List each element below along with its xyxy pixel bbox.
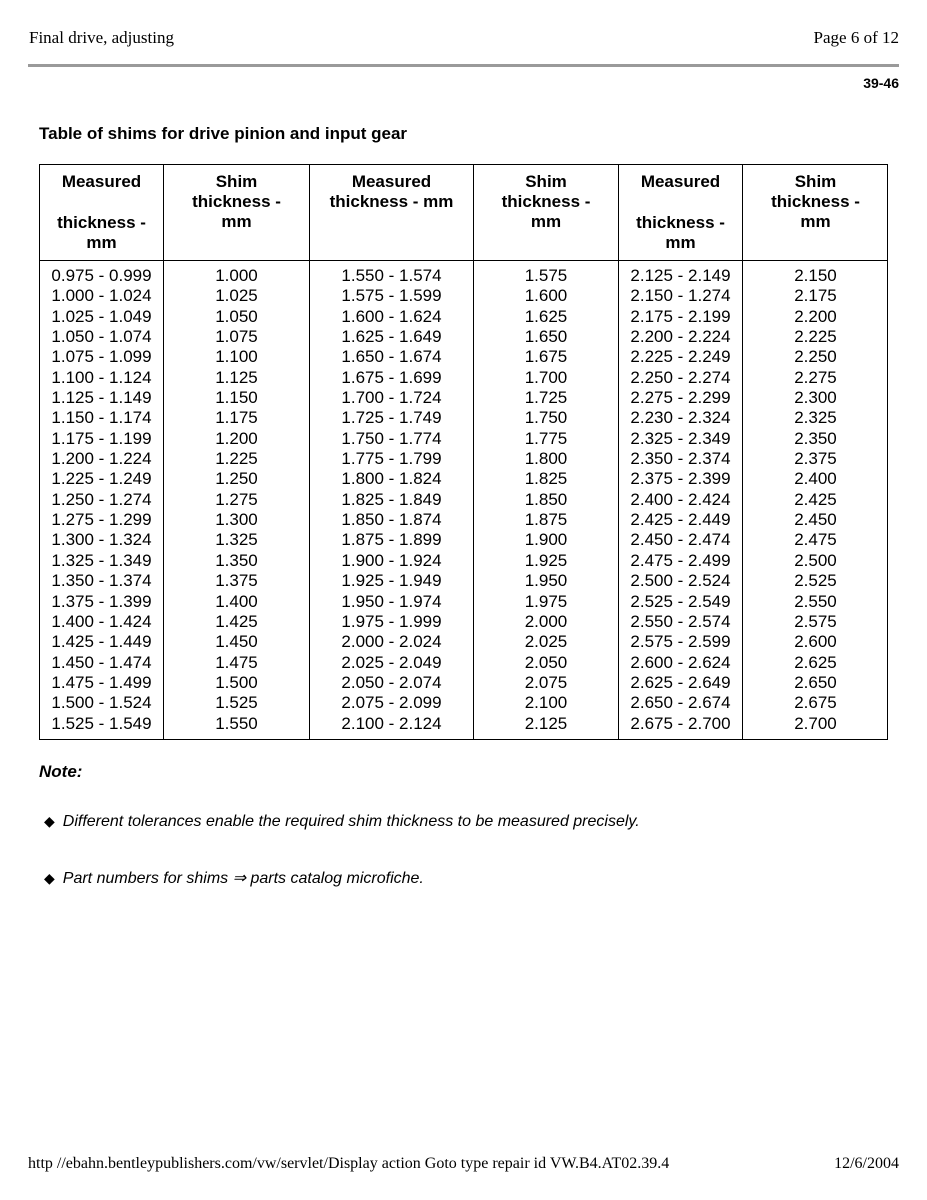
table-cell: 2.050 <box>524 652 568 672</box>
table-cell: 2.500 - 2.524 <box>630 571 731 591</box>
table-cell: 1.025 <box>215 286 258 306</box>
table-cell: 1.950 - 1.974 <box>341 591 442 611</box>
table-cell: 2.675 <box>794 693 837 713</box>
table-cell: 2.600 - 2.624 <box>630 652 731 672</box>
table-cell: 2.100 - 2.124 <box>341 713 442 733</box>
table-cell: 1.900 <box>524 530 568 550</box>
table-cell: 1.850 <box>524 489 568 509</box>
note-item <box>44 868 424 888</box>
table-cell: 1.975 - 1.999 <box>341 611 442 631</box>
note-item <box>44 813 640 831</box>
table-cell: 2.525 - 2.549 <box>630 591 731 611</box>
table-cell: 1.300 <box>215 510 258 530</box>
table-cell: 2.450 - 2.474 <box>630 530 731 550</box>
table-cell: 1.800 <box>524 449 568 469</box>
table-cell: 1.225 <box>215 449 258 469</box>
table-cell: 1.525 <box>215 693 258 713</box>
table-cell: 2.350 <box>794 428 837 448</box>
table-cell: 2.525 <box>794 571 837 591</box>
table-cell: 2.250 - 2.274 <box>630 367 731 387</box>
table-cell: 1.400 <box>215 591 258 611</box>
table-cell: 2.575 - 2.599 <box>630 632 731 652</box>
table-cell: 2.175 <box>794 286 837 306</box>
note-label: Note: <box>39 762 83 781</box>
table-cell: 1.825 <box>524 469 568 489</box>
table-cell: 2.325 <box>794 408 837 428</box>
table-cell: 1.500 - 1.524 <box>51 693 152 713</box>
diamond-bullet-icon: ◆ <box>44 870 55 886</box>
table-cell: 1.775 - 1.799 <box>341 449 442 469</box>
table-cell: 1.075 - 1.099 <box>51 347 152 367</box>
table-cell: 1.200 - 1.224 <box>51 449 152 469</box>
table-cell: 2.000 <box>524 611 568 631</box>
shim-column-1 <box>164 266 309 734</box>
table-cell: 1.625 - 1.649 <box>341 327 442 347</box>
table-cell: 2.125 - 2.149 <box>630 266 731 285</box>
table-cell: 2.700 <box>794 713 837 733</box>
table-cell: 1.675 <box>524 347 568 367</box>
table-cell: 1.725 - 1.749 <box>341 408 442 428</box>
table-cell: 2.025 <box>524 632 568 652</box>
table-cell: 2.230 - 2.324 <box>630 408 731 428</box>
column-header-shim-2: Shim thickness - mm <box>501 172 591 231</box>
table-cell: 2.050 - 2.074 <box>341 672 442 692</box>
table-cell: 1.575 - 1.599 <box>341 286 442 306</box>
table-cell: 1.425 <box>215 611 258 631</box>
table-cell: 2.425 <box>794 489 837 509</box>
shim-column-2 <box>474 266 618 734</box>
table-cell: 1.750 - 1.774 <box>341 428 442 448</box>
table-cell: 1.275 <box>215 489 258 509</box>
diamond-bullet-icon: ◆ <box>44 813 55 829</box>
table-cell: 1.175 - 1.199 <box>51 428 152 448</box>
table-cell: 2.675 - 2.700 <box>630 713 731 733</box>
table-cell: 2.025 - 2.049 <box>341 652 442 672</box>
table-cell: 1.250 - 1.274 <box>51 489 152 509</box>
table-cell: 2.575 <box>794 611 837 631</box>
table-cell: 2.400 <box>794 469 837 489</box>
table-cell: 1.725 <box>524 388 568 408</box>
table-cell: 2.650 - 2.674 <box>630 693 731 713</box>
table-cell: 1.325 <box>215 530 258 550</box>
table-cell: 1.125 - 1.149 <box>51 388 152 408</box>
table-cell: 2.100 <box>524 693 568 713</box>
table-cell: 1.100 <box>215 347 258 367</box>
table-cell: 1.700 <box>524 367 568 387</box>
table-cell: 1.075 <box>215 327 258 347</box>
table-cell: 1.225 - 1.249 <box>51 469 152 489</box>
table-cell: 1.925 <box>524 550 568 570</box>
table-cell: 2.200 <box>794 306 837 326</box>
column-header-measured-3: Measured thickness - mm <box>636 172 725 252</box>
table-cell: 1.650 <box>524 327 568 347</box>
table-cell: 1.150 <box>215 388 258 408</box>
table-cell: 1.750 <box>524 408 568 428</box>
table-cell: 1.375 <box>215 571 258 591</box>
table-cell: 2.475 - 2.499 <box>630 550 731 570</box>
table-cell: 1.000 - 1.024 <box>51 286 152 306</box>
table-cell: 2.275 - 2.299 <box>630 388 731 408</box>
table-cell: 1.300 - 1.324 <box>51 530 152 550</box>
table-cell: 2.075 - 2.099 <box>341 693 442 713</box>
table-cell: 1.325 - 1.349 <box>51 550 152 570</box>
table-cell: 2.375 <box>794 449 837 469</box>
table-cell: 1.100 - 1.124 <box>51 367 152 387</box>
table-cell: 2.500 <box>794 550 837 570</box>
table-cell: 1.875 <box>524 510 568 530</box>
table-cell: 2.200 - 2.224 <box>630 327 731 347</box>
table-cell: 2.600 <box>794 632 837 652</box>
table-cell: 1.475 - 1.499 <box>51 672 152 692</box>
table-cell: 1.125 <box>215 367 258 387</box>
table-cell: 2.300 <box>794 388 837 408</box>
table-cell: 2.250 <box>794 347 837 367</box>
table-cell: 1.700 - 1.724 <box>341 388 442 408</box>
table-cell: 1.675 - 1.699 <box>341 367 442 387</box>
table-cell: 2.550 - 2.574 <box>630 611 731 631</box>
table-cell: 1.850 - 1.874 <box>341 510 442 530</box>
measured-column-1 <box>40 266 163 734</box>
table-cell: 1.350 <box>215 550 258 570</box>
table-cell: 1.000 <box>215 266 258 285</box>
footer-date: 12/6/2004 <box>834 1155 899 1172</box>
table-cell: 1.775 <box>524 428 568 448</box>
table-cell: 1.275 - 1.299 <box>51 510 152 530</box>
table-cell: 1.950 <box>524 571 568 591</box>
table-cell: 1.875 - 1.899 <box>341 530 442 550</box>
table-cell: 2.225 <box>794 327 837 347</box>
table-cell: 1.025 - 1.049 <box>51 306 152 326</box>
table-cell: 1.200 <box>215 428 258 448</box>
table-cell: 2.125 <box>524 713 568 733</box>
table-title: Table of shims for drive pinion and input gear <box>39 124 408 143</box>
column-header-shim-3: Shim thickness - mm <box>771 172 860 231</box>
note-item-text: Part numbers for shims ⇒ parts catalog microfiche. <box>62 870 424 887</box>
table-cell: 1.475 <box>215 652 258 672</box>
table-cell: 1.375 - 1.399 <box>51 591 152 611</box>
table-cell: 2.350 - 2.374 <box>630 449 731 469</box>
table-cell: 1.550 <box>215 713 258 733</box>
table-cell: 1.975 <box>524 591 568 611</box>
table-cell: 1.250 <box>215 469 258 489</box>
table-cell: 2.000 - 2.024 <box>341 632 442 652</box>
shim-table <box>39 164 888 740</box>
table-cell: 1.600 - 1.624 <box>341 306 442 326</box>
table-cell: 1.175 <box>215 408 258 428</box>
header-divider <box>28 64 899 67</box>
note-item-text: Different tolerances enable the required shim thickness to be measured precisely. <box>62 813 640 830</box>
table-cell: 1.525 - 1.549 <box>51 713 152 733</box>
table-cell: 2.475 <box>794 530 837 550</box>
table-cell: 1.800 - 1.824 <box>341 469 442 489</box>
table-cell: 1.625 <box>524 306 568 326</box>
table-cell: 1.575 <box>524 266 568 285</box>
table-cell: 2.150 - 1.274 <box>630 286 731 306</box>
column-header-shim-1: Shim thickness - mm <box>192 172 281 231</box>
table-cell: 1.900 - 1.924 <box>341 550 442 570</box>
footer-url: http //ebahn.bentleypublishers.com/vw/servlet/Display action Goto type repair id VW.B4.AT02.39.4 <box>28 1155 670 1172</box>
table-cell: 1.400 - 1.424 <box>51 611 152 631</box>
measured-column-3 <box>619 266 742 734</box>
table-cell: 2.075 <box>524 672 568 692</box>
table-cell: 2.325 - 2.349 <box>630 428 731 448</box>
column-header-measured-2: Measured thickness - mm <box>329 172 454 211</box>
table-cell: 2.650 <box>794 672 837 692</box>
table-cell: 2.275 <box>794 367 837 387</box>
table-cell: 1.050 - 1.074 <box>51 327 152 347</box>
table-cell: 2.175 - 2.199 <box>630 306 731 326</box>
page-number: Page 6 of 12 <box>813 28 899 47</box>
table-cell: 2.425 - 2.449 <box>630 510 731 530</box>
table-cell: 2.375 - 2.399 <box>630 469 731 489</box>
table-cell: 0.975 - 0.999 <box>51 266 152 285</box>
table-cell: 1.825 - 1.849 <box>341 489 442 509</box>
table-cell: 2.150 <box>794 266 837 285</box>
table-cell: 1.500 <box>215 672 258 692</box>
table-cell: 1.450 <box>215 632 258 652</box>
table-cell: 2.225 - 2.249 <box>630 347 731 367</box>
table-cell: 1.050 <box>215 306 258 326</box>
table-cell: 1.650 - 1.674 <box>341 347 442 367</box>
page-footer <box>28 1155 899 1173</box>
table-cell: 1.925 - 1.949 <box>341 571 442 591</box>
table-cell: 2.550 <box>794 591 837 611</box>
table-cell: 2.450 <box>794 510 837 530</box>
page-header-title: Final drive, adjusting <box>29 28 174 47</box>
measured-column-2 <box>310 266 473 734</box>
table-cell: 2.625 <box>794 652 837 672</box>
header-row-divider <box>40 260 887 261</box>
table-cell: 1.150 - 1.174 <box>51 408 152 428</box>
column-header-measured-1: Measured thickness - mm <box>57 172 146 252</box>
table-cell: 2.400 - 2.424 <box>630 489 731 509</box>
table-cell: 1.425 - 1.449 <box>51 632 152 652</box>
table-cell: 1.350 - 1.374 <box>51 571 152 591</box>
table-cell: 1.600 <box>524 286 568 306</box>
shim-column-3 <box>743 266 888 734</box>
document-code: 39-46 <box>863 75 899 91</box>
table-cell: 1.550 - 1.574 <box>341 266 442 285</box>
table-cell: 2.625 - 2.649 <box>630 672 731 692</box>
table-cell: 1.450 - 1.474 <box>51 652 152 672</box>
